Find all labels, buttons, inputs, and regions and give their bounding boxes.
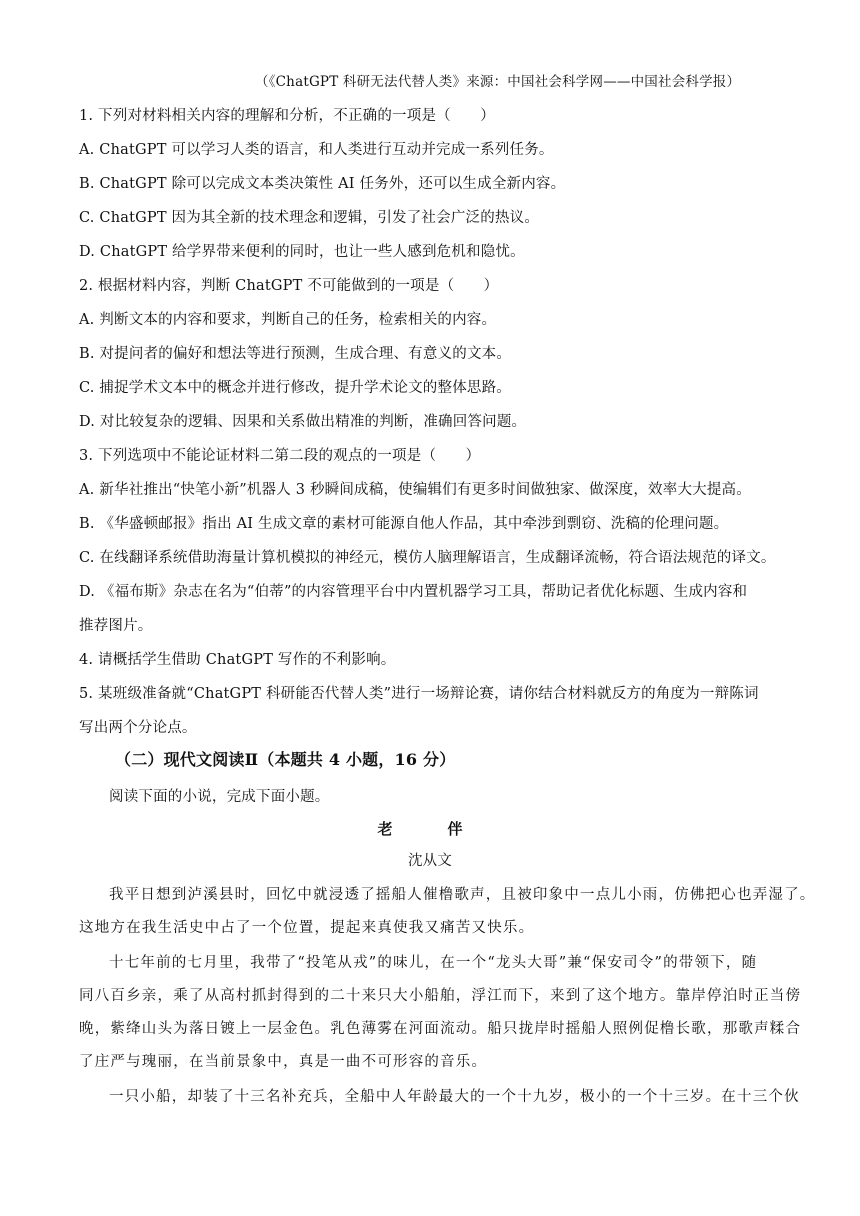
reading-instruction: 阅读下面的小说，完成下面小题。: [109, 789, 330, 805]
question-2-option-b: B. 对提问者的偏好和想法等进行预测，生成合理、有意义的文本。: [79, 346, 512, 362]
story-paragraph-line: 同八百乡亲，乘了从高村抓封得到的二十来只大小船舶，浮江而下，来到了这个地方。靠岸停泊时正当傍: [79, 988, 802, 1004]
section-heading: （二）现代文阅读Ⅱ（本题共 4 小题，16 分）: [115, 750, 456, 769]
question-1-option-a: A. ChatGPT 可以学习人类的语言，和人类进行互动并完成一系列任务。: [79, 142, 554, 158]
question-4: 4. 请概括学生借助 ChatGPT 写作的不利影响。: [79, 652, 396, 668]
question-2-option-c: C. 捕捉学术文本中的概念并进行修改，提升学术论文的整体思路。: [79, 380, 511, 396]
question-5-line-2: 写出两个分论点。: [79, 720, 197, 736]
story-paragraph-line: 这地方在我生活史中占了一个位置，提起来真使我又痛苦又快乐。: [79, 920, 535, 936]
question-2-option-a: A. 判断文本的内容和要求，判断自己的任务，检索相关的内容。: [79, 312, 497, 328]
question-3-option-c: C. 在线翻译系统借助海量计算机模拟的神经元，模仿人脑理解语言，生成翻译流畅，符合语法规范的译文。: [79, 550, 776, 566]
question-5-line-1: 5. 某班级准备就“ChatGPT 科研能否代替人类”进行一场辩论赛，请你结合材料就反方的角度为一辩陈词: [79, 686, 759, 702]
story-paragraph-line: 了庄严与瑰丽，在当前景象中，真是一曲不可形容的音乐。: [79, 1054, 488, 1070]
story-title: 老 伴: [377, 820, 483, 838]
story-paragraph-line: 晚，紫绛山头为落日镀上一层金色。乳色薄雾在河面流动。船只拢岸时摇船人照例促橹长歌，那歌声糅合: [79, 1021, 802, 1037]
question-3-stem: 3. 下列选项中不能论证材料二第二段的观点的一项是（ ）: [79, 448, 481, 464]
question-1-option-d: D. ChatGPT 给学界带来便利的同时，也让一些人感到危机和隐忧。: [79, 244, 525, 260]
question-1-option-c: C. ChatGPT 因为其全新的技术理念和逻辑，引发了社会广泛的热议。: [79, 210, 540, 226]
question-3-option-d-continued: 推荐图片。: [79, 618, 153, 634]
question-2-option-d: D. 对比较复杂的逻辑、因果和关系做出精准的判断，准确回答问题。: [79, 414, 527, 430]
question-3-option-a: A. 新华社推出“快笔小新”机器人 3 秒瞬间成稿，使编辑们有更多时间做独家、做深度，效率大大提高。: [79, 482, 751, 498]
story-paragraph-line: 十七年前的七月里，我带了“投笔从戎”的味儿，在一个“龙头大哥”兼“保安司令”的带领下，随: [109, 955, 758, 971]
source-citation: （《ChatGPT 科研无法代替人类》来源：中国社会科学网——中国社会科学报）: [255, 74, 741, 90]
question-2-stem: 2. 根据材料内容，判断 ChatGPT 不可能做到的一项是（ ）: [79, 278, 499, 294]
question-1-option-b: B. ChatGPT 除可以完成文本类决策性 AI 任务外，还可以生成全新内容。: [79, 176, 566, 192]
story-paragraph-line: 我平日想到泸溪县时，回忆中就浸透了摇船人催橹歌声，且被印象中一点儿小雨，仿佛把心也弄湿了。: [109, 887, 816, 903]
story-paragraph-line: 一只小船，却装了十三名补充兵，全船中人年龄最大的一个十九岁，极小的一个十三岁。在十三个伙: [109, 1089, 800, 1105]
question-1-stem: 1. 下列对材料相关内容的理解和分析，不正确的一项是（ ）: [79, 108, 495, 124]
question-3-option-d: D. 《福布斯》杂志在名为“伯蒂”的内容管理平台中内置机器学习工具，帮助记者优化标题、生成内容和: [79, 584, 748, 600]
question-3-option-b: B. 《华盛顿邮报》指出 AI 生成文章的素材可能源自他人作品，其中牵涉到剽窃、洗稿的伦理问题。: [79, 516, 729, 532]
story-author: 沈从文: [407, 853, 453, 869]
